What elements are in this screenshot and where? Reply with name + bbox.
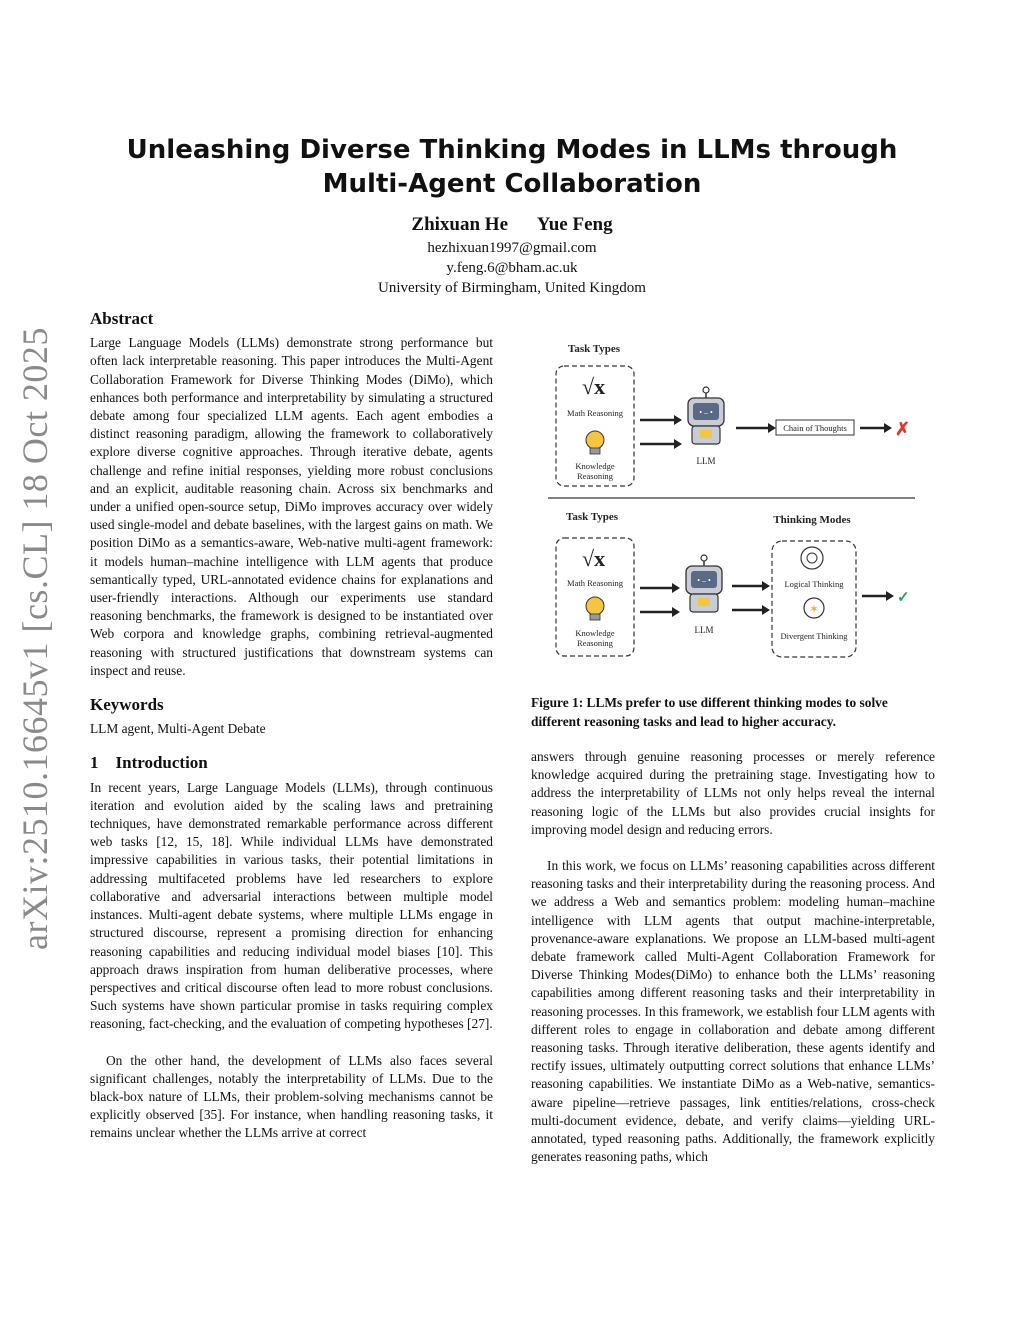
math-reasoning-label: Math Reasoning bbox=[567, 408, 623, 418]
arrowhead bbox=[762, 581, 770, 591]
figure-1 bbox=[540, 336, 930, 666]
llm-label: LLM bbox=[694, 625, 714, 635]
author-email[interactable]: hezhixuan1997@gmail.com bbox=[427, 240, 597, 256]
arrowhead bbox=[762, 605, 770, 615]
math-reasoning-label: Math Reasoning bbox=[567, 578, 623, 588]
arrowhead bbox=[674, 439, 682, 449]
author-name: Yue Feng bbox=[536, 214, 613, 235]
keywords-heading: Keywords bbox=[90, 695, 164, 715]
logical-thinking-label: Logical Thinking bbox=[784, 579, 844, 589]
abstract-heading: Abstract bbox=[90, 309, 154, 328]
intro-paragraph-2: On the other hand, the development of LLMs also faces several significant challenges, notably the interpretability of LLMs. Due to the black-box nature of LLMs, their problem-solving mechanisms cannot be explicitly observed [35]. For instance, when handling reasoning tasks, it remains unclear whether the LLMs arrive at correct bbox=[90, 1052, 493, 1141]
author-email[interactable]: y.feng.6@bham.ac.uk bbox=[446, 260, 578, 276]
author-affiliation bbox=[0, 238, 1024, 298]
author-list bbox=[0, 214, 1024, 236]
robot-icon bbox=[686, 555, 722, 612]
brain-head-icon bbox=[801, 547, 823, 569]
title-line-2: Multi-Agent Collaboration bbox=[322, 169, 702, 199]
robot-icon bbox=[688, 387, 724, 444]
left-column bbox=[90, 310, 493, 1143]
svg-text:✶: ✶ bbox=[808, 602, 820, 616]
knowledge-label: Knowledge bbox=[575, 461, 615, 471]
sqrt-icon: √x bbox=[582, 374, 606, 399]
check-icon: ✓ bbox=[897, 590, 910, 606]
sqrt-icon: √x bbox=[582, 546, 606, 571]
arrowhead bbox=[672, 607, 680, 617]
chain-of-thoughts-label: Chain of Thoughts bbox=[783, 423, 847, 433]
introduction-heading: 1 Introduction bbox=[90, 753, 208, 773]
svg-text:• – •: • – • bbox=[697, 576, 711, 585]
svg-text:• – •: • – • bbox=[699, 408, 713, 417]
arrowhead bbox=[886, 591, 894, 601]
llm-label: LLM bbox=[696, 456, 716, 466]
reasoning-label: Reasoning bbox=[577, 471, 613, 481]
abstract-text: Large Language Models (LLMs) demonstrate strong performance but often lack interpretable reasoning. This paper introduces the Multi-Agent Collaboration Framework for Diverse Thinking Modes (DiMo), which enhances both performance and interpretability by simulating a structured debate among four specialized LLM agents. Each agent embodies a distinct reasoning paradigm, allowing the framework to collaboratively explore diverse cognitive approaches. Through iterative debate, agents challenge and refine initial responses, yielding more robust conclusions and an explicit, auditable reasoning chain. Across six benchmarks and under a unified open-source setup, DiMo improves accuracy over widely used single-model and debate baselines, with the largest gains on math. We position DiMo as a semantics-aware, Web-native multi-agent framework: it models human–machine intelligence with LLM agents that produce semantically typed, URL-annotated evidence chains for explanations and user-friendly interactions. Although our experiments use standard reasoning benchmarks, the framework is designed to be instantiated over Web corpora and knowledge graphs, combining retrieval-augmented reasoning with structured justifications that downstream systems can inspect and reuse. bbox=[90, 335, 493, 678]
affiliation: University of Birmingham, United Kingdom bbox=[378, 280, 646, 296]
right-paragraph-2: In this work, we focus on LLMs’ reasoning capabilities across different reasoning tasks and their interpretability during the reasoning process. And we address a Web and semantics problem: modeling human–machine intelligence with LLM agents that output machine-interpretable, provenance-aware explanations. We propose an LLM-based multi-agent debate framework called Multi-Agent Collaboration Framework for Diverse Thinking Modes(DiMo) to enhance both the LLMs’ reasoning capabilities among different reasoning tasks and their interpretability in reasoning processes. In this framework, we establish four LLM agents with different roles to engage in collaboration and debate among different reasoning tasks. Through iterative deliberation, these agents identify and rectify issues, ultimately outputting correct solutions that enhance LLMs’ reasoning capabilities. We instantiate DiMo as a Web-native, semantics-aware pipeline—retrieve passages, link entities/relations, cross-check multi-document evidence, debate, and verify claims—yielding URL-annotated, typed reasoning paths. Additionally, the framework explicitly generates reasoning paths, which bbox=[531, 858, 935, 1165]
arrowhead bbox=[884, 423, 892, 433]
figure-caption: Figure 1: LLMs prefer to use different thinking modes to solve different reasoning tasks and lead to higher accuracy. bbox=[531, 695, 888, 729]
right-paragraph-1: answers through genuine reasoning processes or merely reference knowledge acquired during the pretraining stage. Investigating how to address the interpretability of LLMs not only helps reveal the internal reasoning logic of the LLMs but also provides crucial insights for improving model design and reducing errors. bbox=[531, 749, 935, 837]
keywords-text: LLM agent, Multi-Agent Debate bbox=[90, 721, 266, 737]
wrong-icon: ✗ bbox=[895, 419, 911, 439]
arrowhead bbox=[768, 423, 776, 433]
lightbulb-head-icon bbox=[804, 598, 824, 618]
title-line-1: Unleashing Diverse Thinking Modes in LLMs through bbox=[126, 135, 898, 165]
author-name: Zhixuan He bbox=[411, 214, 509, 235]
task-types-label: Task Types bbox=[566, 511, 619, 523]
right-column bbox=[531, 748, 935, 1166]
arrowhead bbox=[674, 415, 682, 425]
paper-title bbox=[100, 133, 924, 201]
task-types-label: Task Types bbox=[568, 343, 621, 355]
knowledge-label: Knowledge bbox=[575, 628, 615, 638]
lightbulb-icon bbox=[586, 431, 604, 454]
lightbulb-icon bbox=[586, 597, 604, 620]
arrowhead bbox=[672, 583, 680, 593]
arxiv-identifier: arXiv:2510.16645v1 [cs.CL] 18 Oct 2025 bbox=[15, 327, 55, 950]
reasoning-label: Reasoning bbox=[577, 638, 613, 648]
divergent-thinking-label: Divergent Thinking bbox=[780, 631, 848, 641]
thinking-modes-label: Thinking Modes bbox=[773, 514, 851, 526]
intro-paragraph-1: In recent years, Large Language Models (LLMs), through continuous iteration and evolution aided by the scaling laws and pretraining techniques, have demonstrated remarkable performance across different web tasks [12, 15, 18]. While individual LLMs have demonstrated impressive capabilities in various tasks, their potential limitations in addressing multifaceted problems have led researchers to explore collaborative and adversarial interactions between multiple model instances. Multi-agent debate systems, where multiple LLMs engage in structured discourse, represent a promising direction for enhancing reasoning capabilities and reducing individual model biases [10]. This approach draws inspiration from human deliberative processes, where perspectives and critical discourse often lead to more robust conclusions. Such systems have shown particular promise in tasks requiring complex reasoning, fact-checking, and the evaluation of competing hypotheses [27]. bbox=[90, 779, 493, 1032]
